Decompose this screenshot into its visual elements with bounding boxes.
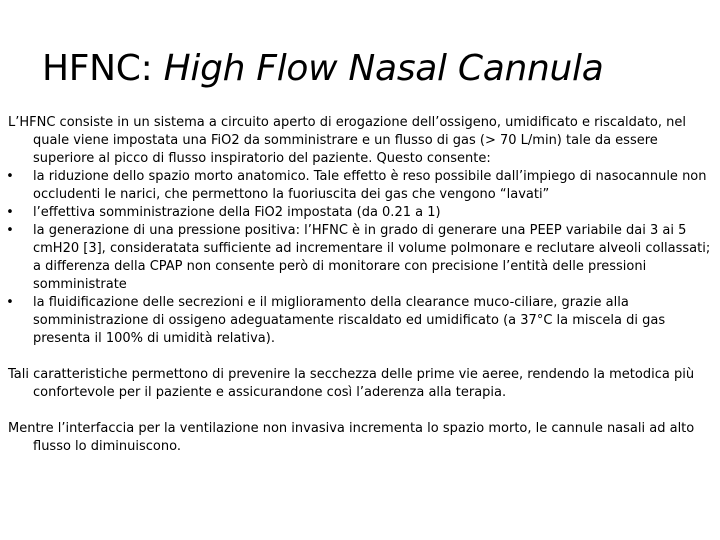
bullet-text: l’effettiva somministrazione della FiO2 impostata (da 0.21 a 1) <box>33 205 441 220</box>
list-item <box>8 168 714 204</box>
slide-title <box>42 42 604 96</box>
list-item <box>8 222 714 294</box>
bullet-text: la riduzione dello spazio morto anatomico. Tale effetto è reso possibile dall’impiego di nasocannule non occludenti le narici, che permettono la fuoriuscita dei gas che vengono “lavati” <box>33 169 707 202</box>
spacer <box>8 402 714 420</box>
list-item <box>8 204 714 222</box>
bullet-text: la fluidificazione delle secrezioni e il miglioramento della clearance muco-ciliare, grazie alla somministrazione di ossigeno adeguatamente riscaldato ed umidificato (a 37°C la miscela di gas presenta il 100% di umidità relativa). <box>33 295 666 346</box>
bullet-icon: • <box>6 169 14 184</box>
title-italic: High Flow Nasal Cannula <box>163 48 604 89</box>
bullet-text: la generazione di una pressione positiva: l’HFNC è in grado di generare una PEEP variabile dai 3 ai 5 cmH20 [3], consideratata sufficiente ad incrementare il volume polmonare e reclutare alveoli collassati; a differenza della CPAP non consente però di monitorare con precisione l’entità delle pressioni somministrate <box>33 223 711 292</box>
title-abbreviation: HFNC: <box>42 48 164 89</box>
bullet-icon: • <box>6 205 14 220</box>
summary-paragraph: Tali caratteristiche permettono di prevenire la secchezza delle prime vie aeree, rendendo la metodica più confortevole per il paziente e assicurandone così l’aderenza alla terapia. <box>8 367 695 400</box>
bullet-icon: • <box>6 223 14 238</box>
intro-paragraph: L’HFNC consiste in un sistema a circuito aperto di erogazione dell’ossigeno, umidificato e riscaldato, nel quale viene impostata una FiO2 da somministrare e un flusso di gas (> 70 L/min) tale da essere superiore al picco di flusso inspiratorio del paziente. Questo consente: <box>8 115 686 166</box>
list-item <box>8 294 714 348</box>
bullet-icon: • <box>6 295 14 310</box>
closing-paragraph: Mentre l’interfaccia per la ventilazione non invasiva incrementa lo spazio morto, le cannule nasali ad alto flusso lo diminuiscono. <box>8 421 695 454</box>
spacer <box>8 348 714 366</box>
slide-body <box>8 114 714 456</box>
bullet-list <box>8 168 714 348</box>
